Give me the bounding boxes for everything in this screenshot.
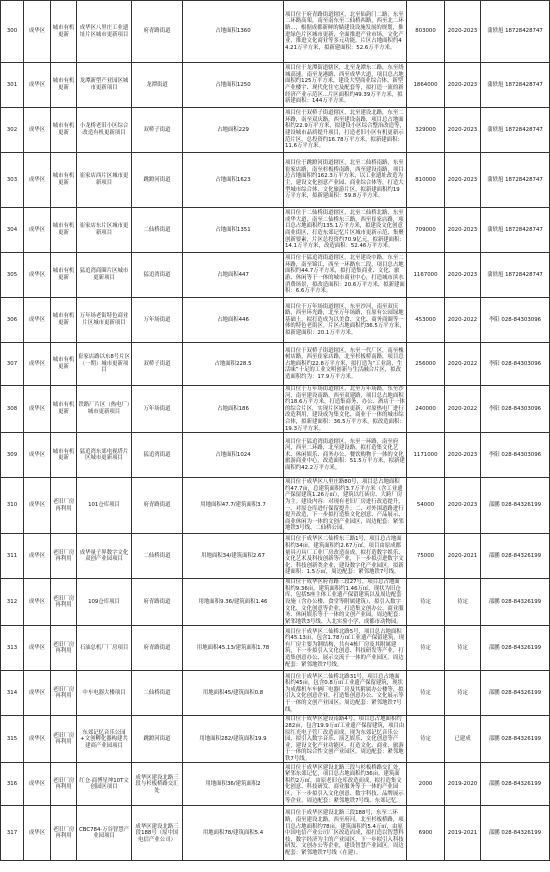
project-name-cell: 猛追湾东郊电视塔片区城市更新项目	[77, 433, 132, 478]
street-cell: 府青路街道	[132, 626, 183, 671]
row-number: 306	[1, 298, 24, 343]
district-cell: 成华区	[24, 343, 51, 386]
table-row	[1, 153, 550, 208]
row-number: 302	[1, 108, 24, 153]
description-cell: 项目位于跳蹬河街道辖区，北至二仙桥南路，东至崔家店路，南至杉板桥南路，西至建设南路，项目总占地面积约162.3万平方米，以工业遗址改造为主，建设文化创意产业园、商业综合体等，打造大型城市综合体、文化旅游片区，拟新建面积约19万平方米，拟新建面积：59.8万平方米。	[284, 153, 407, 208]
district-cell: 成华区	[24, 671, 51, 716]
period-cell: 已建成	[445, 716, 481, 763]
category-cell: 城市有机更新	[51, 153, 77, 208]
district-cell: 成华区	[24, 534, 51, 579]
area-cell: 占地面积446	[183, 298, 284, 343]
category-cell: 城市有机更新	[51, 343, 77, 386]
project-name-cell: 石油总机厂厂房项目	[77, 626, 132, 671]
table-row	[1, 343, 550, 386]
district-cell: 成华区	[24, 253, 51, 298]
district-cell: 成华区	[24, 478, 51, 534]
district-cell: 成华区	[24, 806, 51, 861]
investment-cell: 75000	[407, 534, 445, 579]
table-row	[1, 298, 550, 343]
row-number: 303	[1, 153, 24, 208]
description-cell: 项目位于成华区八里庄路80号，项目总占地面积约47.7亩，总建筑面积约3.7万平方米（含工业遗产保留建筑1.26万㎡），建筑以红砖房、大跨厂房为主。建设内容：对现有老旧厂房进行改造提升，一、对原仓库进行保留提升；二、对外围道路进行提升改造，下一步拟打造集文化创意、产品展示、商业休闲为一体的文创产业园区，周边配套：紧邻地铁3号线、二仙桥公园。	[284, 478, 407, 534]
area-cell: 用地面积45/建筑面积0.8	[183, 671, 284, 716]
district-cell: 成华区	[24, 763, 51, 806]
description-cell: 项目位于双桥子街道辖区，北至建设北路，东至二环路，南至双庆路，西至建设南路，项目总占地面积约22.9万平方米，拟建设小区综合整治改造等，建设城市品质提升项目，打造老旧小区有机更新示范片区，总投资约16.78万平方米，拟新建面积：11.6万平方米。	[284, 108, 407, 153]
row-number: 314	[1, 671, 24, 716]
area-cell: 占地面积186	[183, 386, 284, 433]
contact-cell: 李阳 028-84303096	[481, 433, 550, 478]
area-cell: 用地面积34/建筑面积2.67	[183, 534, 284, 579]
contact-cell: 蒲轶旭 18728428747	[481, 208, 550, 253]
district-cell: 成华区	[24, 208, 51, 253]
description-cell: 项目位于猛追湾街道辖区，东至一环路，南至府河，西至二环路，北至建设路，拟打造集文化艺术、休闲娱乐、商务办公、餐饮购物于一体的文化旅游商业中心，改造面积：51.5万平方米，拟新建面积约42.2万平方米。	[284, 433, 407, 478]
project-name-cell: 崔家店路以东8号片区（一期）城市更新项目	[77, 343, 132, 386]
period-cell: 2020-2022	[445, 343, 481, 386]
project-name-cell: 崔家店东片区城市更新项目	[77, 208, 132, 253]
contact-cell: 邵鹏 028-84326199	[481, 478, 550, 534]
description-cell: 项目位于成华区二仙桥北路31号，项目总占地面积约45亩，包含0.8万㎡工业遗产保留建筑，现状为成都机车车辆厂电器厂房及其附属办公楼等，拟引入文化创意企业，打造集创意办公、文化展示等于一体的文创产业园区。周边配套：紧邻地铁7号线。	[284, 671, 407, 716]
row-number: 316	[1, 763, 24, 806]
period-cell: 2020-2023	[445, 1, 481, 63]
description-cell: 项目位于二仙桥街道辖区，北至二仙桥北路，东至成华大道，南至二仙桥东三路，西至崔家店路，项目总占地面积约135.1万平方米，拟建设文化创意商业街区，打造东郊记忆片区城市更新示范，集聚创新要素，片区总投资约70.9亿元，拟新建面积：14.1万平方米，改造面积：52.46万平方米。	[284, 208, 407, 253]
area-cell: 占地面积447	[183, 253, 284, 298]
row-number: 309	[1, 433, 24, 478]
row-number: 310	[1, 478, 24, 534]
area-cell: 占地面积1250	[183, 63, 284, 108]
table-row	[1, 763, 550, 806]
street-cell: 万年场街道	[132, 386, 183, 433]
district-cell: 成华区	[24, 433, 51, 478]
street-cell: 府青路街道	[132, 579, 183, 626]
contact-cell: 蒲轶旭 18728428747	[481, 63, 550, 108]
description-cell: 项目位于府青路街道辖区，北至仙韵门二路，东至二环路高架，南至南东至二仙桥西路，西至北二环路...，根据成都新鲜的储建设设施发展的规划，推进绿色片区城市更新，全面推进产业市场，文化产业，推进文化商业等多元功能，片区占地面积约44.21万平方米，拟新建面积：52.6万平方米。	[284, 1, 407, 63]
project-name-cell: 109仓库项目	[77, 579, 132, 626]
description-cell: 项目位于猛追湾街道辖区，北至建设中路，东至二环路，南至锦江，西至一环路东二段，项目总占地面积约44.7万平方米，拟打造集商业、文化、旅游、休闲等于一体的城市商业中心，打造城市滨水消费场景，拟改造面积：20.6万平方米，拟新建面积：6.6万平方米。	[284, 253, 407, 298]
area-cell: 用地面积282/建筑面积19.9	[183, 716, 284, 763]
row-number: 304	[1, 208, 24, 253]
contact-cell: 邵鹏 028-84326199	[481, 671, 550, 716]
table-row	[1, 671, 550, 716]
category-cell: 老旧厂房再利用	[51, 478, 77, 534]
row-number: 312	[1, 579, 24, 626]
table-row	[1, 1, 550, 63]
investment-cell: 1864000	[407, 63, 445, 108]
period-cell: 2020-2023	[445, 478, 481, 534]
investment-cell: 待定	[407, 626, 445, 671]
period-cell: 2020-2023	[445, 63, 481, 108]
project-name-cell: 小龙桥老旧小区综合改造有机更新项目	[77, 108, 132, 153]
row-number: 308	[1, 386, 24, 433]
investment-cell: 2000	[407, 763, 445, 806]
description-cell: 项目位于万年场街道辖区，东至沙河，南至双庆路，西至环光路，北至万年场路，在原有公园绿地基础上，拟打造成为以美食、文化、商务商圈等一体的特色老街区。片区占地面积约36.5万平方米，拟新建面积：20.1万平方米。	[284, 298, 407, 343]
period-cell: 2020-2023	[445, 433, 481, 478]
street-cell: 龙潭街道	[132, 63, 183, 108]
table-row	[1, 806, 550, 861]
category-cell: 老旧厂房再利用	[51, 806, 77, 861]
district-cell: 成华区	[24, 716, 51, 763]
row-number: 311	[1, 534, 24, 579]
period-cell: 待定	[445, 671, 481, 716]
description-cell: 项目位于成华区建设北路三段188号，东至二环路，南至建设北路，西至府河，北至杉板桥路，项目总占地面积约78亩，建筑面积约5.4万㎡，由原中国电信产业公司厂区改造而成，拟打造以智慧科技、数字经济为主的产业园区，下一步拟引入科技研发、文创办公等企业，建设智慧产业园区。周边配套：紧邻地铁7号线（在建）。	[284, 806, 407, 861]
contact-cell: 李阳 028-84303096	[481, 343, 550, 386]
street-cell: 猛追湾街道	[132, 253, 183, 298]
category-cell: 城市有机更新	[51, 298, 77, 343]
contact-cell: 蒲轶旭 18728428747	[481, 253, 550, 298]
project-name-cell: 红仓·商博星坤10T文创园区项目	[77, 763, 132, 806]
category-cell: 城市有机更新	[51, 386, 77, 433]
description-cell: 项目位于成华区建设南路4号，项目总占地面积约282亩，包含19.9万㎡工业遗产保留建筑，项目由原红光电子管厂改造而成，现为东郊记忆音乐公园，拟引入数字音乐、演艺娱乐、文化创意等产业，建设文化产业功能区，打造文化、商业、旅游于一体的综合性文创产业园区。周边配套：紧邻地铁7号线。	[284, 716, 407, 763]
investment-cell: 待定	[407, 671, 445, 716]
area-cell: 用地面积45.13/建筑面积1.78	[183, 626, 284, 671]
row-number: 305	[1, 253, 24, 298]
street-cell: 二仙桥街道	[132, 671, 183, 716]
contact-cell: 邵鹏 028-84326199	[481, 763, 550, 806]
category-cell: 城市有机更新	[51, 63, 77, 108]
row-number: 301	[1, 63, 24, 108]
area-cell: 占地面积1024	[183, 433, 284, 478]
table-body	[1, 1, 550, 861]
contact-cell: 李阳 028-84303096	[481, 386, 550, 433]
category-cell: 老旧厂房再利用	[51, 534, 77, 579]
area-cell: 占地面积1351	[183, 208, 284, 253]
project-name-cell: 东郊记忆音乐公园+文创孵化器构建共建商产业园项目	[77, 716, 132, 763]
period-cell: 待定	[445, 626, 481, 671]
category-cell: 老旧厂房再利用	[51, 626, 77, 671]
investment-cell: 1171000	[407, 433, 445, 478]
category-cell: 城市有机更新	[51, 208, 77, 253]
project-name-cell: 成华量子界数字文化双创产业园项目	[77, 534, 132, 579]
project-name-cell: 猛追湾商圈片区城市更新项目	[77, 253, 132, 298]
project-name-cell: 万年场老街特色商业片区城市更新项目	[77, 298, 132, 343]
period-cell: 2020-2021	[445, 534, 481, 579]
category-cell: 老旧厂房再利用	[51, 671, 77, 716]
description-cell: 项目位于成华区二仙桥东三路1号，项目总占地面积约34亩，建筑面积约2.67万㎡，项目由原成都量具刃具厂工业厂房改造而成，拟打造数字娱乐、文化艺术及科技创新等产业，下一步拟引进数字文化、科技创新类企业，建设数字化产业园区。拟新建面积：1.5万㎡，周边配套：紧邻地铁7号线。	[284, 534, 407, 579]
street-cell: 成华区建设北路三段与杉板桥路交汇处	[132, 763, 183, 806]
area-cell: 用地面积36/建筑面积2	[183, 763, 284, 806]
row-number: 313	[1, 626, 24, 671]
street-cell: 万年场街道	[132, 298, 183, 343]
investment-cell: 453000	[407, 298, 445, 343]
contact-cell: 邵鹏 028-84326199	[481, 534, 550, 579]
description-cell: 项目位于双桥子街道辖区，东至一代厂区，南至槐树店路，西至崔家店路，北至杉板桥南路，项目总占地面积约22.8万平方米，拟打造为“工业韵、生活味”十足的工业文明创新与生活融合片区，拟改造面积约为：17.9万平方米。	[284, 343, 407, 386]
period-cell: 待定	[445, 579, 481, 626]
row-number: 317	[1, 806, 24, 861]
table-row	[1, 208, 550, 253]
district-cell: 成华区	[24, 63, 51, 108]
category-cell: 城市有机更新	[51, 433, 77, 478]
investment-cell: 240000	[407, 386, 445, 433]
area-cell: 占地面积1623	[183, 153, 284, 208]
period-cell: 2020-2023	[445, 108, 481, 153]
district-cell: 成华区	[24, 108, 51, 153]
contact-cell: 蒲轶旭 18728428747	[481, 153, 550, 208]
district-cell: 成华区	[24, 1, 51, 63]
project-name-cell: 101仓库项目	[77, 478, 132, 534]
investment-cell: 256000	[407, 343, 445, 386]
period-cell: 2020-2022	[445, 386, 481, 433]
row-number: 300	[1, 1, 24, 63]
description-cell: 项目位于成华区建设北路三段与杉板桥路交汇处，紧邻东郊记忆，项目总占地面积约36亩，建筑面积约2万㎡，由原老旧仓库改造而成，拟打造集文化创意、科技研发、商业服务等于一体的产业园区，下一步拟引入文化创意、数字科技、品牌展示等企业。周边配套：紧邻地铁7号线、东郊记忆。	[284, 763, 407, 806]
district-cell: 成华区	[24, 153, 51, 208]
project-name-cell: 龙潭新型产业园区城市更新项目	[77, 63, 132, 108]
street-cell: 成华区建设北路三段188号（原中国电信产业公司）	[132, 806, 183, 861]
area-cell: 用地面积78/建筑面积5.4	[183, 806, 284, 861]
street-cell: 双桥子街道	[132, 108, 183, 153]
table-row	[1, 108, 550, 153]
period-cell: 2020-2022	[445, 298, 481, 343]
investment-cell: 1167000	[407, 253, 445, 298]
street-cell: 府青路街道	[132, 478, 183, 534]
investment-cell: 待定	[407, 579, 445, 626]
row-number: 315	[1, 716, 24, 763]
period-cell: 2020-2023	[445, 253, 481, 298]
investment-cell: 329000	[407, 108, 445, 153]
table-row	[1, 579, 550, 626]
investment-cell: 810000	[407, 153, 445, 208]
area-cell: 用地面积47.7/建筑面积3.7	[183, 478, 284, 534]
street-cell: 跳蹬河街道	[132, 153, 183, 208]
table-row	[1, 478, 550, 534]
project-name-cell: 崔家店西片区城市更新项目	[77, 153, 132, 208]
category-cell: 城市有机更新	[51, 1, 77, 63]
table-row	[1, 626, 550, 671]
area-cell: 占地面积229	[183, 108, 284, 153]
period-cell: 2019-2021	[445, 806, 481, 861]
investment-cell: 803000	[407, 1, 445, 63]
table-row	[1, 433, 550, 478]
contact-cell: 邵鹏 028-84326199	[481, 579, 550, 626]
description-cell: 项目位于万年场街道辖区，北至万年场路，东至沙河，南至建设南路，西至双建路，项目总占地面积约18.6万平方米，打造集商务、办公、酒店于一体的综合片区，实现片区城市更新，对原热电厂进行改造利用，建设成为集文化、商业于一体的城市综合体，拟新建面积：36.5万平方米，拟改造面积：19.3万平方米。	[285, 386, 405, 432]
investment-cell: 54000	[407, 478, 445, 534]
district-cell: 成华区	[24, 579, 51, 626]
category-cell: 老旧厂房再利用	[51, 579, 77, 626]
category-cell: 老旧厂房再利用	[51, 716, 77, 763]
investment-cell: 待定	[407, 716, 445, 763]
contact-cell: 邵鹏 028-84326199	[481, 806, 550, 861]
description-cell: 项目位于龙潭街道辖区，北至龙潭东二路，东至绕城高速，南至龙港路、西至成华大道，项目总占地面积约125万平方米，建设大型商业综合体、新型产业楼宇、现代化住宅及配套等，拟打造一流的新经济产业示范区...片区面积约49.39万平方米，拟新建面积：144万平方米。	[284, 63, 407, 108]
category-cell: 城市有机更新	[51, 108, 77, 153]
contact-cell: 蒲轶旭 18728428747	[481, 108, 550, 153]
street-cell: 二仙桥街道	[132, 208, 183, 253]
street-cell: 跳蹬河街道	[132, 716, 183, 763]
investment-cell: 6900	[407, 806, 445, 861]
contact-cell: 邵鹏 028-84326199	[481, 716, 550, 763]
district-cell: 成华区	[24, 298, 51, 343]
row-number: 307	[1, 343, 24, 386]
project-name-cell: 中车电器大楼项目	[77, 671, 132, 716]
project-name-cell: 成华区八里庄工业遗址片区城市更新项目	[77, 1, 132, 63]
area-cell: 用地面积9.36/建筑面积1.46	[183, 579, 284, 626]
period-cell: 2020-2023	[445, 208, 481, 253]
table-row	[1, 386, 550, 433]
area-cell: 占地面积228.5	[183, 343, 284, 386]
street-cell: 二仙桥街道	[132, 534, 183, 579]
contact-cell: 李阳 028-84303096	[481, 298, 550, 343]
period-cell: 2020-2023	[445, 153, 481, 208]
street-cell: 猛追湾街道	[132, 433, 183, 478]
street-cell: 府青路街道	[132, 1, 183, 63]
description-cell: 项目位于成华区府青路三段27号，项目总占地面积约9.36亩，建筑面积约1.46万㎡，现状为旧仓库，包括5座主体工业遗产保留建筑以及周边配套设施（含办公楼、食堂等附属建筑），拟引入数字文化、文化创意等企业，打造集文创办公、商业服务、休闲娱乐等于一体的文创产业园。周边配套：紧邻地铁3号线、人北实验小学、成都市动物园。	[284, 579, 407, 626]
district-cell: 成华区	[24, 626, 51, 671]
period-cell: 2019-2020	[445, 763, 481, 806]
project-name-cell: 铁路厂片区（热电厂）城市更新项目	[77, 386, 132, 433]
contact-cell: 蒲轶旭 18728428747	[481, 1, 550, 63]
street-cell: 双桥子街道	[132, 343, 183, 386]
category-cell: 老旧厂房再利用	[51, 763, 77, 806]
category-cell: 城市有机更新	[51, 253, 77, 298]
contact-cell: 邵鹏 028-84326199	[481, 626, 550, 671]
investment-cell: 709000	[407, 208, 445, 253]
area-cell: 占地面积1360	[183, 1, 284, 63]
project-name-cell: CBC784·万谷智慧产业园项目	[77, 806, 132, 861]
table-row	[1, 253, 550, 298]
description-cell: 项目位于成华区二仙桥北路5号，项目总占地面积约45.13亩，包含1.78万㎡工业遗产保留建筑，现有厂房主要为钢结构，共有4栋厂房及其附属建筑，下一步拟引入文化创意、科技研发等产业，打造集创意办公、展示交流于一体的产业园区。周边配套：紧邻地铁7号线。	[284, 626, 407, 671]
table-row	[1, 534, 550, 579]
table-row	[1, 716, 550, 763]
district-cell: 成华区	[24, 386, 51, 433]
table-row	[1, 63, 550, 108]
